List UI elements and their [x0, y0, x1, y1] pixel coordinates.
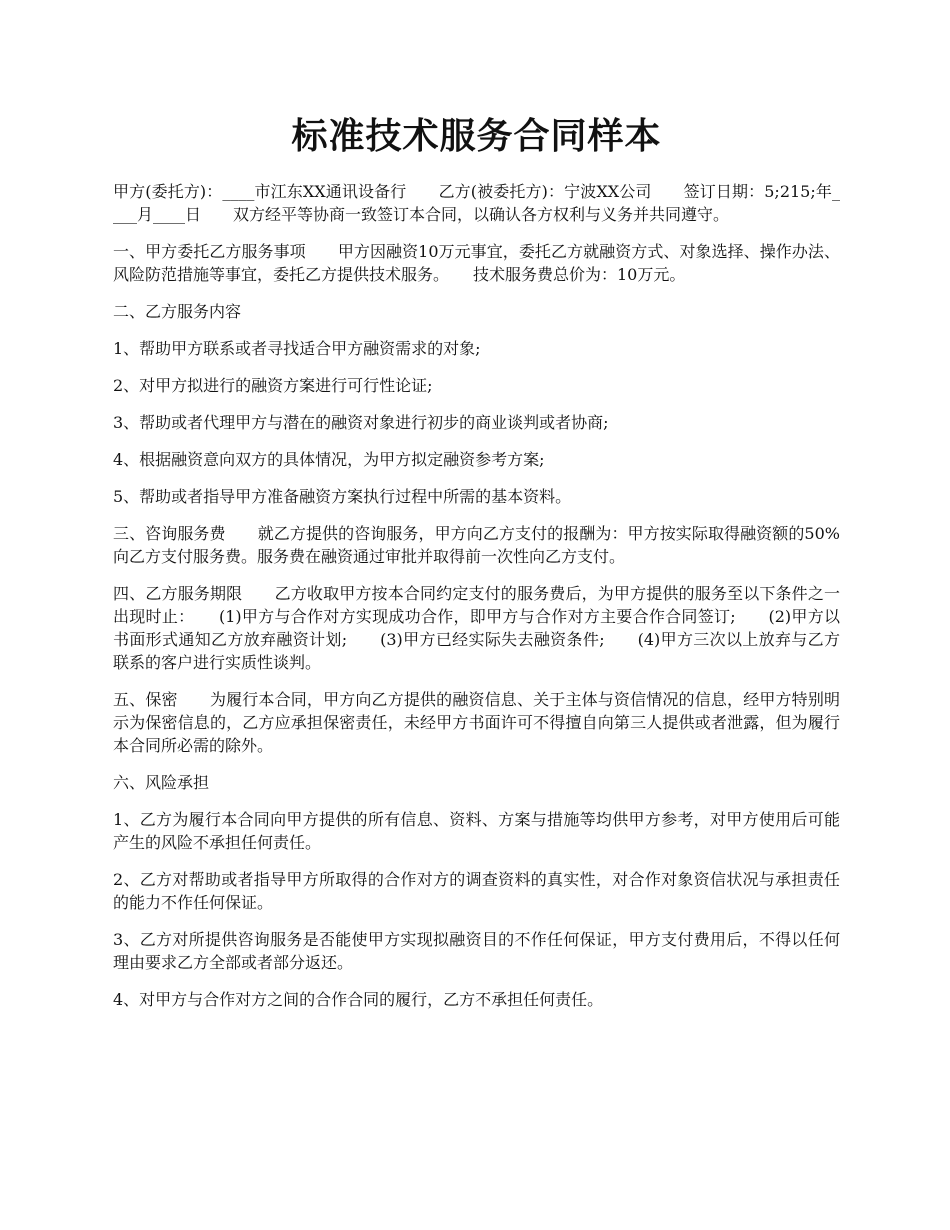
list-item: 1、乙方为履行本合同向甲方提供的所有信息、资料、方案与措施等均供甲方参考，对甲方使用后可能产生的风险不承担任何责任。: [113, 810, 840, 852]
paragraph-section-3: 三、咨询服务费 就乙方提供的咨询服务，甲方向乙方支付的报酬为：甲方按实际取得融资额的50%向乙方支付服务费。服务费在融资通过审批并取得前一次性向乙方支付。: [113, 524, 840, 566]
list-item: 3、帮助或者代理甲方与潜在的融资对象进行初步的商业谈判或者协商;: [113, 413, 609, 432]
list-item: 2、乙方对帮助或者指导甲方所取得的合作对方的调查资料的真实性，对合作对象资信状况与承担责任的能力不作任何保证。: [113, 870, 840, 912]
heading-section-6: 六、风险承担: [113, 773, 210, 792]
list-item: 1、帮助甲方联系或者寻找适合甲方融资需求的对象;: [113, 339, 481, 358]
paragraph-section-5: 五、保密 为履行本合同，甲方向乙方提供的融资信息、关于主体与资信情况的信息，经甲方特别明示为保密信息的，乙方应承担保密责任，未经甲方书面许可不得擅自向第三人提供或者泄露，但为履行本合同所必需的除外。: [113, 690, 840, 755]
list-item: 4、根据融资意向双方的具体情况，为甲方拟定融资参考方案;: [113, 450, 545, 469]
list-item: 5、帮助或者指导甲方准备融资方案执行过程中所需的基本资料。: [113, 487, 572, 506]
heading-section-2: 二、乙方服务内容: [113, 302, 242, 321]
list-item: 3、乙方对所提供咨询服务是否能使甲方实现拟融资目的不作任何保证，甲方支付费用后，不得以任何理由要求乙方全部或者部分返还。: [113, 930, 840, 972]
paragraph-section-4: 四、乙方服务期限 乙方收取甲方按本合同约定支付的服务费后，为甲方提供的服务至以下条件之一出现时止： (1)甲方与合作对方实现成功合作，即甲方与合作对方主要合作合同签订; (2)甲方以书面形式通知乙方放弃融资计划; (3)甲方已经实际失去融资条件; (4)甲方三次以上放弃与乙方联系的客户进行实质性谈判。: [113, 584, 840, 672]
paragraph-parties: 甲方(委托方)：____市江东XX通讯设备行 乙方(被委托方)：宁波XX公司 签订日期：5;215;年____月____日 双方经平等协商一致签订本合同，以确认各方权利与义务并共同遵守。: [113, 182, 840, 224]
document-page: [113, 112, 840, 1025]
list-item: 2、对甲方拟进行的融资方案进行可行性论证;: [113, 376, 433, 395]
document-title: 标准技术服务合同样本: [291, 115, 662, 157]
list-item: 4、对甲方与合作对方之间的合作合同的履行，乙方不承担任何责任。: [113, 990, 604, 1009]
paragraph-section-1: 一、甲方委托乙方服务事项 甲方因融资10万元事宜，委托乙方就融资方式、对象选择、操作办法、风险防范措施等事宜，委托乙方提供技术服务。 技术服务费总价为：10万元。: [113, 242, 840, 284]
